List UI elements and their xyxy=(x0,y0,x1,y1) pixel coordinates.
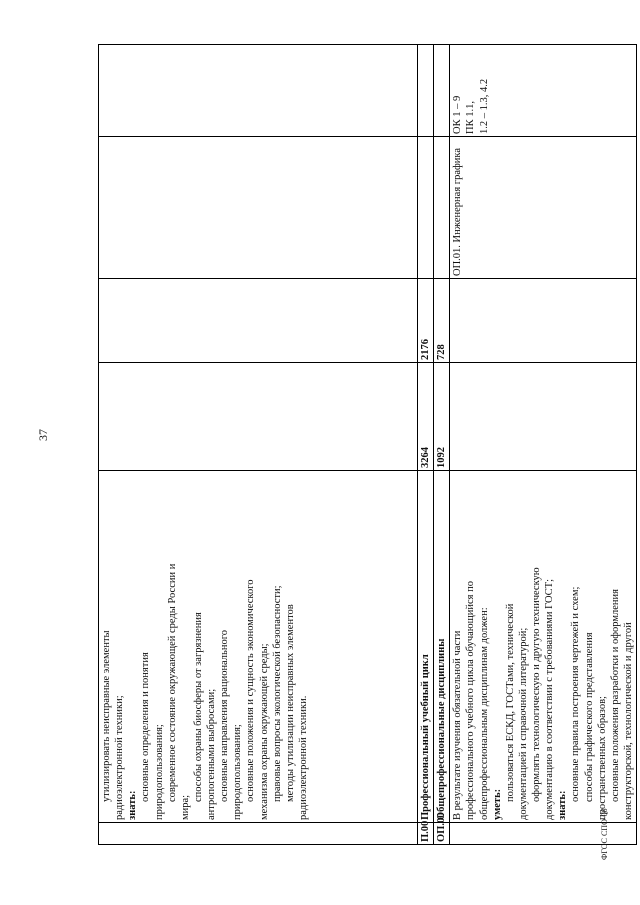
table-row xyxy=(450,45,637,845)
description-line: радиоэлектронной техники. xyxy=(297,695,309,820)
section-title: Профессиональный учебный цикл xyxy=(418,471,434,823)
description-line: механизма охраны окружающей среды; xyxy=(258,643,270,820)
table-row xyxy=(418,45,434,845)
description-lines xyxy=(451,473,635,820)
description-line: общепрофессиональным дисциплинам должен: xyxy=(478,607,490,820)
table-row xyxy=(99,45,418,845)
required-hours-cell xyxy=(450,279,637,363)
discipline-cell xyxy=(434,137,450,279)
curriculum-table xyxy=(98,44,637,845)
description-line: основные направления рационального xyxy=(219,629,231,802)
description-line: природопользования; xyxy=(153,724,165,820)
code-cell: ОП.00 xyxy=(434,823,450,845)
description-line: профессионального учебного цикла обучающийся по xyxy=(465,581,477,820)
description-line: правовые вопросы экологической безопасности; xyxy=(271,585,283,802)
table-row xyxy=(434,45,450,845)
description-line: антропогенными выбросами; xyxy=(206,688,217,820)
document-footer: ФГОС СПО-06 xyxy=(600,808,609,860)
max-hours-cell xyxy=(99,363,418,471)
description-line: уметь: xyxy=(491,788,503,820)
curriculum-table-rotated xyxy=(98,45,634,845)
required-hours-cell: 2176 xyxy=(418,279,434,363)
description-line: основные правила построения чертежей и схем; xyxy=(570,586,582,802)
competency-line: ПК 1.1, xyxy=(465,101,477,134)
description-line: современное состояние окружающей среды России и xyxy=(166,563,178,802)
section-title: Общепрофессиональные дисциплины xyxy=(434,471,450,823)
description-line: основные положения и сущность экономического xyxy=(245,579,257,802)
description-line: документацией и справочной литературой; xyxy=(517,627,529,820)
description-line: оформлять технологическую и другую техническую xyxy=(531,567,542,802)
description-line: конструкторской, технологической и другой xyxy=(622,622,634,820)
discipline-cell: ОП.01. Инженерная графика xyxy=(450,137,637,279)
max-hours-cell xyxy=(450,363,637,471)
description-line: способы охраны биосферы от загрязнения xyxy=(192,612,204,802)
description-line: пользоваться ЕСКД, ГОСТами, технической xyxy=(504,603,516,802)
competency-cell xyxy=(434,45,450,137)
code-cell xyxy=(99,823,418,845)
description-line: пространственных образов; xyxy=(596,696,608,820)
competency-line: 1.2 – 1.3, 4.2 xyxy=(478,78,490,134)
code-cell: П.00 xyxy=(418,823,434,845)
description-line: основные определения и понятия xyxy=(140,652,152,802)
description-line: мира; xyxy=(179,794,191,820)
description-cell xyxy=(99,471,418,823)
max-hours-cell: 3264 xyxy=(418,363,434,471)
description-line: способы графического представления xyxy=(583,632,595,802)
required-hours-cell xyxy=(99,279,418,363)
competency-line: ОК 1 – 9 xyxy=(452,95,464,134)
description-line: документацию в соответствии с требованиями ГОСТ; xyxy=(544,579,556,820)
discipline-cell xyxy=(418,137,434,279)
description-line: методы утилизации неисправных элементов xyxy=(284,604,296,802)
description-cell xyxy=(450,471,637,823)
description-line: знать: xyxy=(557,790,569,820)
description-line: В результате изучения обязательной части xyxy=(452,630,464,820)
description-line: основные положения разработки и оформления xyxy=(609,589,621,802)
description-line: радиоэлектронной техники; xyxy=(114,695,126,820)
page-number: 37 xyxy=(36,429,50,441)
max-hours-cell: 1092 xyxy=(434,363,450,471)
competency-cell xyxy=(450,45,637,137)
description-line: утилизировать неисправные элементы xyxy=(101,630,112,802)
description-lines xyxy=(100,473,310,820)
description-line: природопользования; xyxy=(232,724,244,820)
competency-cell xyxy=(418,45,434,137)
description-line: знать: xyxy=(127,790,139,820)
discipline-cell xyxy=(99,137,418,279)
competency-cell xyxy=(99,45,418,137)
required-hours-cell: 728 xyxy=(434,279,450,363)
